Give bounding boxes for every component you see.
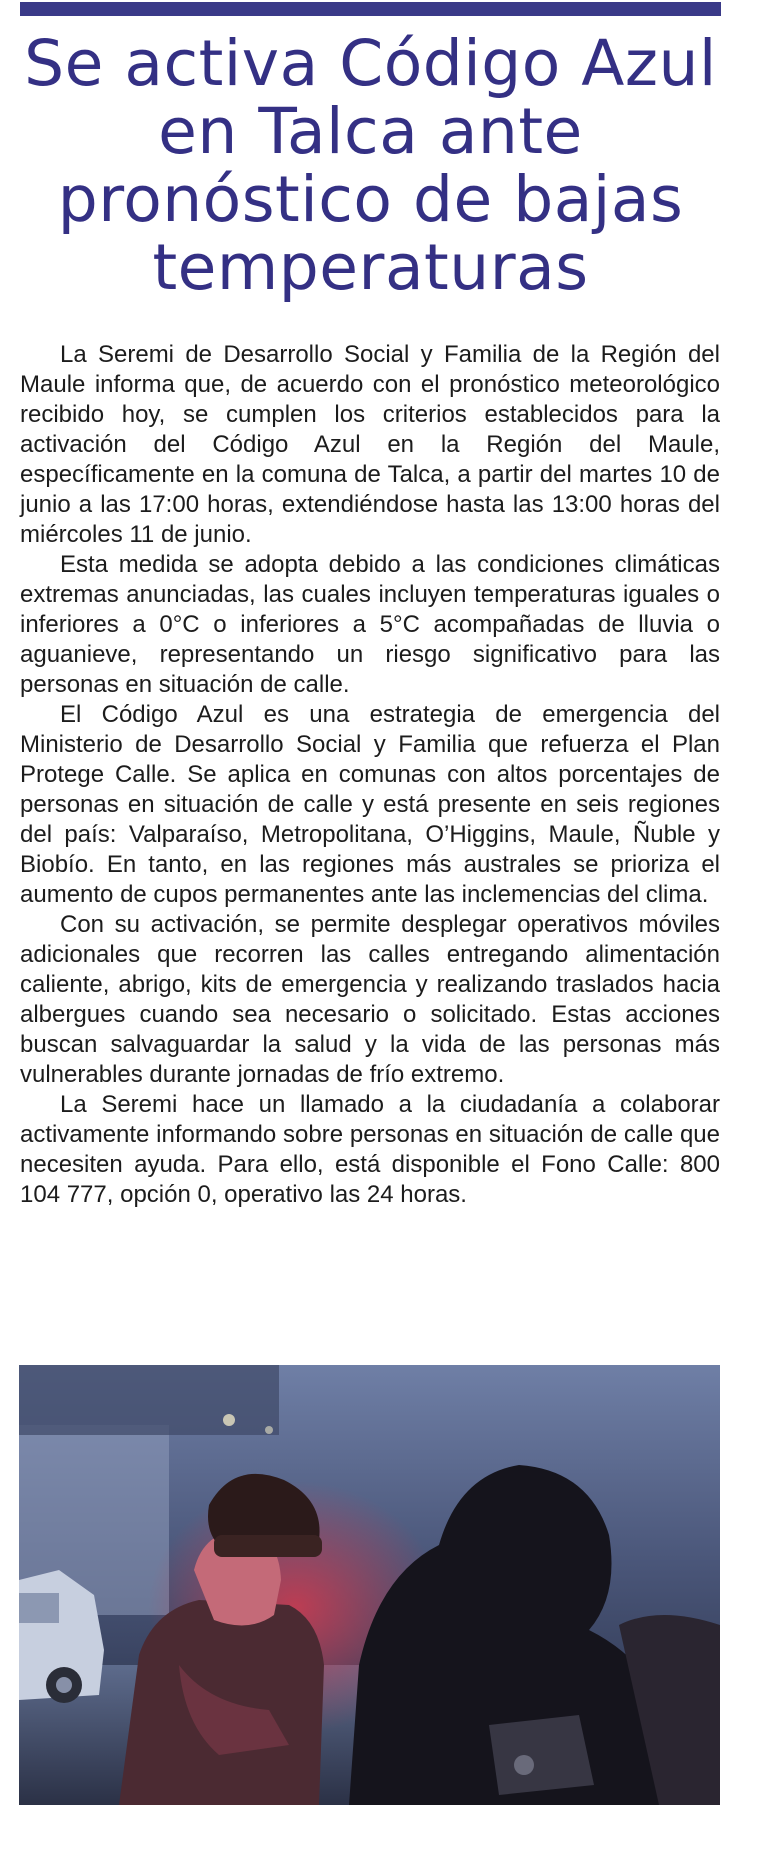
paragraph-3: El Código Azul es una estrategia de emergencia del Ministerio de Desarrollo Social y Familia que refuerza el Plan Protege Calle. Se aplica en comunas con altos porcentajes de personas en situación de calle y está presente en seis regiones del país: Valparaíso, Metropolitana, O’Higgins, Maule, Ñuble y Biobío. En tanto, en las regiones más australes se prioriza el aumento de cupos permanentes ante las inclemencias del clima. [20,701,720,908]
paragraph-5: La Seremi hace un llamado a la ciudadanía a colaborar activamente informando sobre personas en situación de calle que necesiten ayuda. Para ello, está disponible el Fono Calle: 800 104 777, opción 0, operativo las 24 horas. [20,1091,720,1208]
article-headline: Se activa Código Azul en Talca ante pronóstico de bajas temperaturas [24,27,717,304]
night-street-photo [19,1365,720,1805]
paragraph-1: La Seremi de Desarrollo Social y Familia de la Región del Maule informa que, de acuerdo con el pronóstico meteorológico recibido hoy, se cumplen los criterios establecidos para la activación del Código Azul en la Región del Maule, específicamente en la comuna de Talca, a partir del martes 10 de junio a las 17:00 horas, extendiéndose hasta las 13:00 horas del miércoles 11 de junio. [20,341,720,548]
paragraph-2: Esta medida se adopta debido a las condiciones climáticas extremas anunciadas, las cuales incluyen temperaturas iguales o inferiores a 0°C o inferiores a 5°C acompañadas de lluvia o aguanieve, representando un riesgo significativo para las personas en situación de calle. [20,551,720,698]
article-photo [19,1365,720,1805]
article-body [20,340,720,1210]
paragraph-4: Con su activación, se permite desplegar operativos móviles adicionales que recorren las calles entregando alimentación caliente, abrigo, kits de emergencia y realizando traslados hacia albergues cuando sea necesario o solicitado. Estas acciones buscan salvaguardar la salud y la vida de las personas más vulnerables durante jornadas de frío extremo. [20,911,720,1088]
top-rule [20,2,721,16]
